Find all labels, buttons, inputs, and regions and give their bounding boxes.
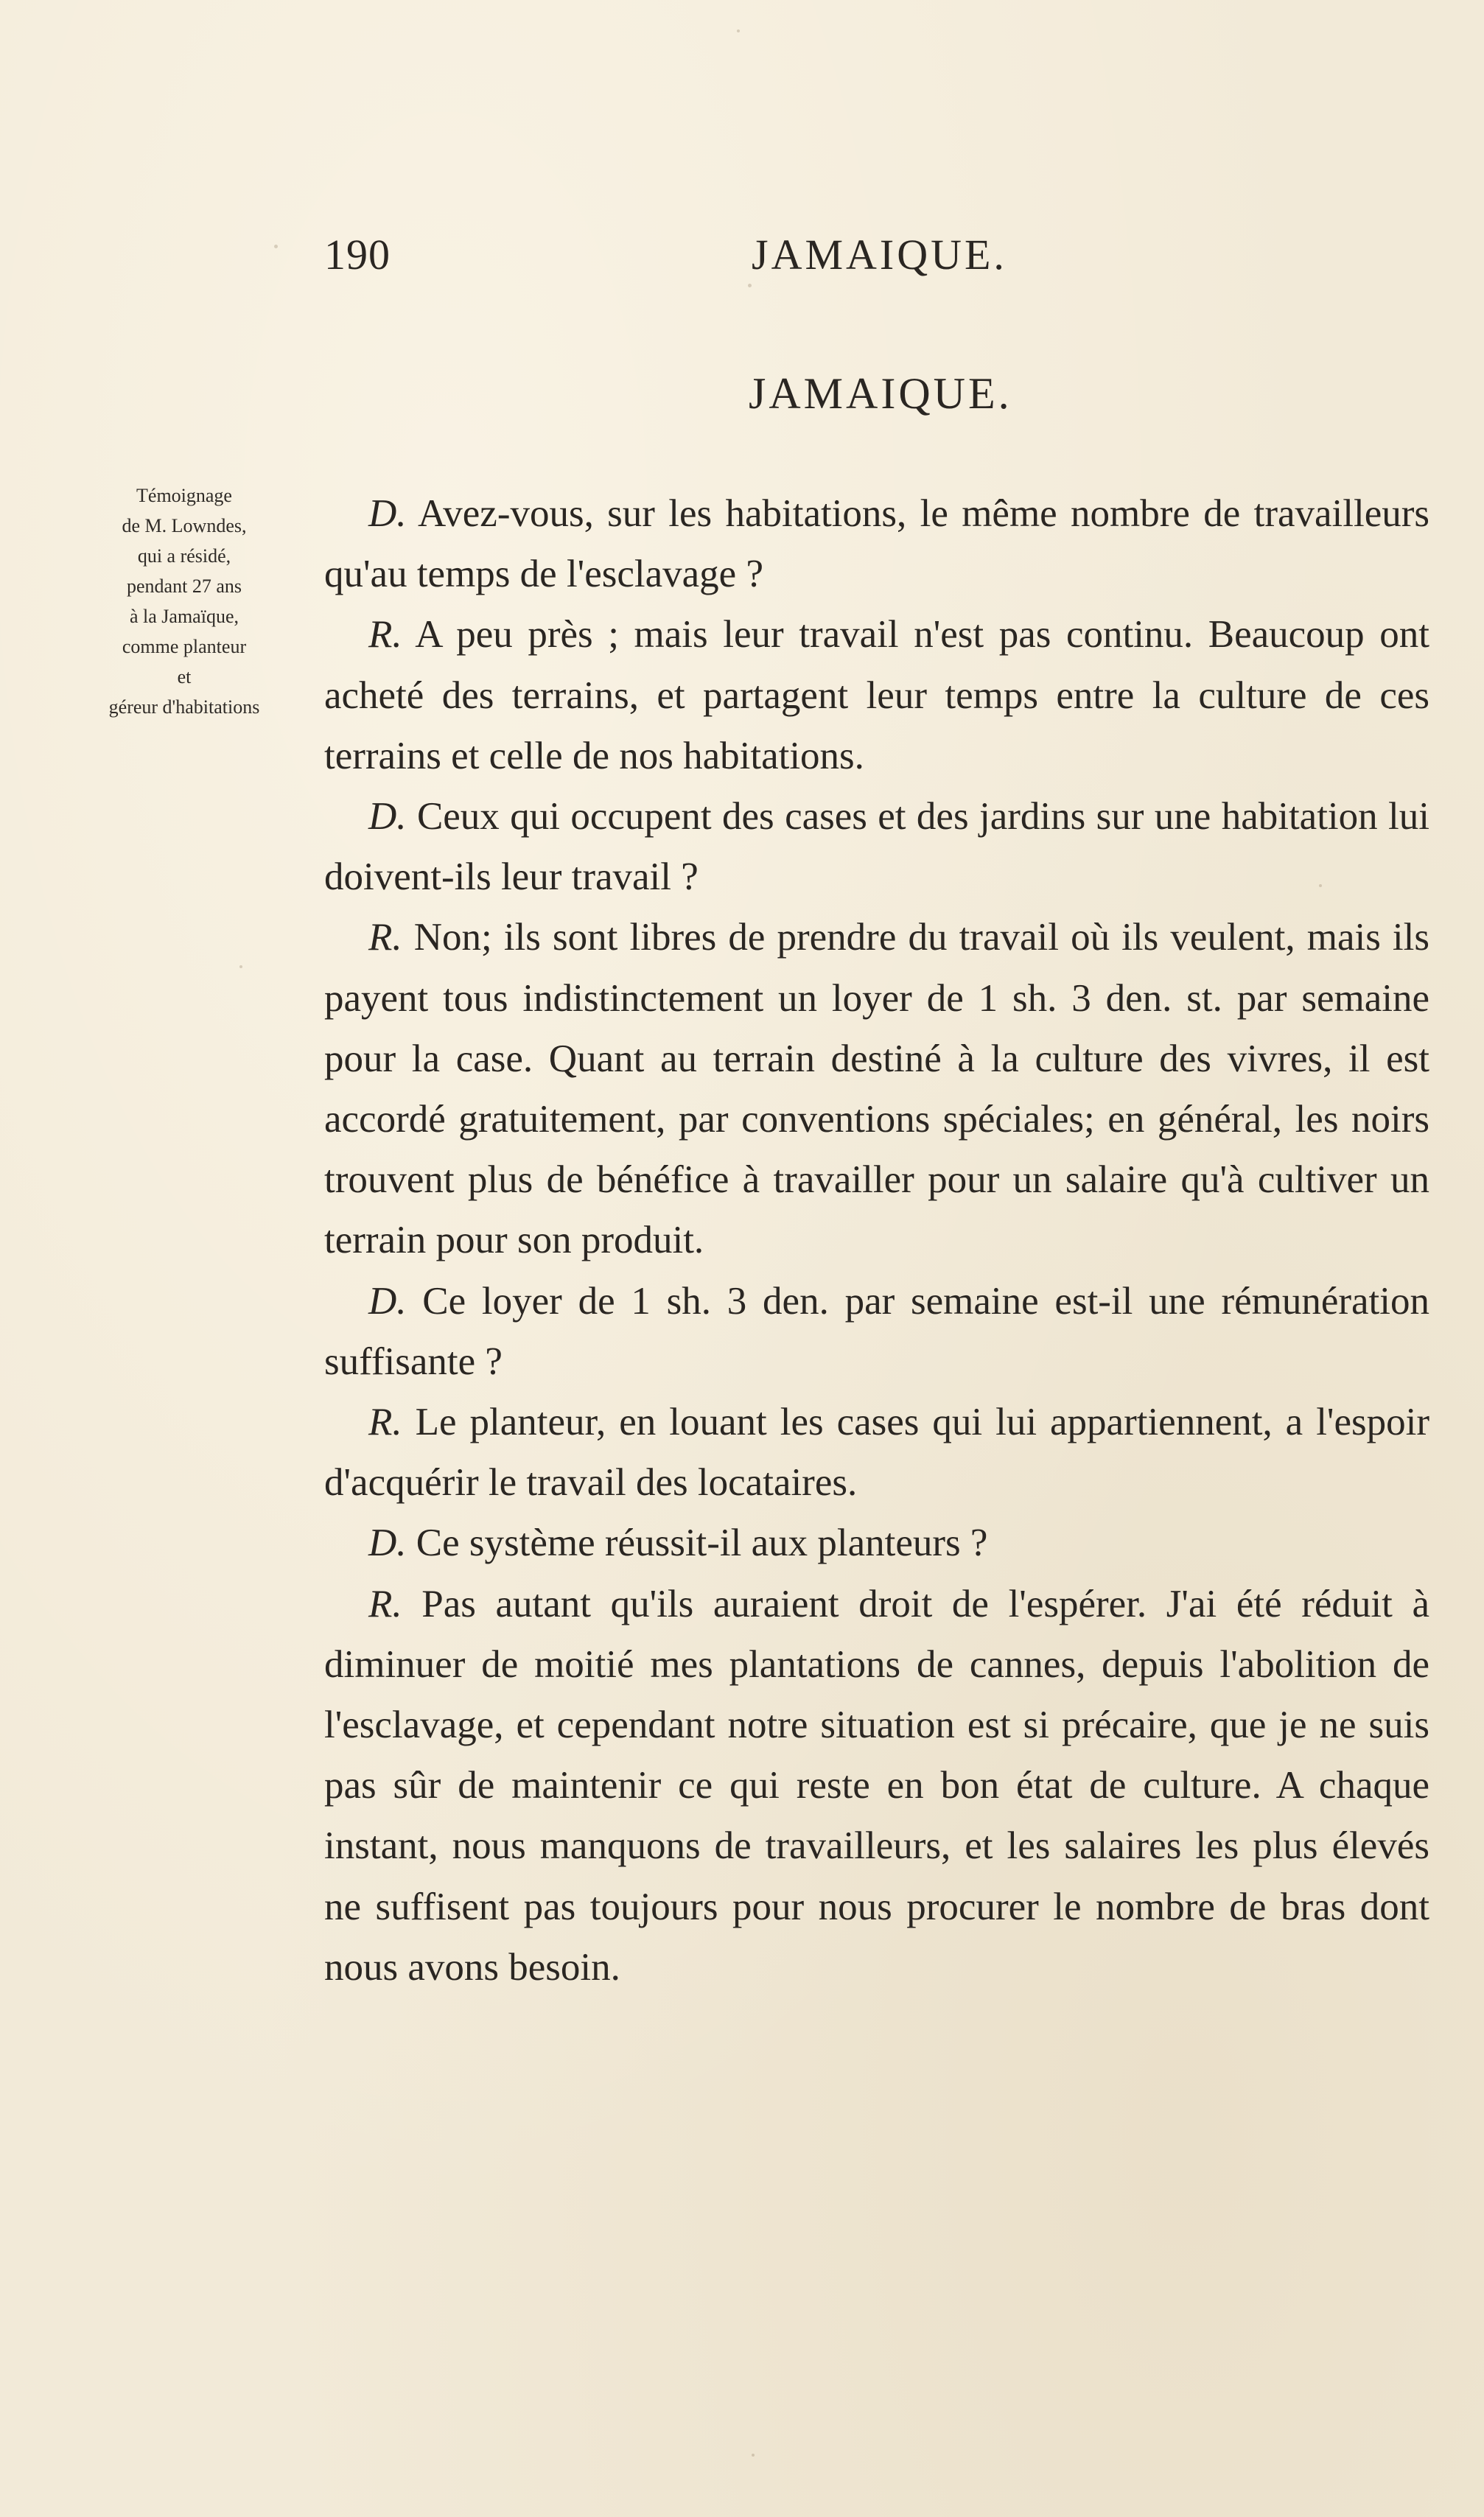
margin-note-line: et	[177, 666, 192, 687]
paragraph-text: Le planteur, en louant les cases qui lui appartiennent, a l'espoir d'acquérir le travail des locataires.	[324, 1401, 1429, 1505]
speaker-label: R.	[368, 1582, 402, 1625]
paragraph-text: Ce système réussit-il aux planteurs ?	[416, 1522, 988, 1565]
paragraph-text: Avez-vous, sur les habitations, le même nombre de travailleurs qu'au temps de l'esclavage ?	[324, 492, 1430, 596]
margin-note-line: à la Jamaïque,	[130, 606, 239, 627]
section-title: JAMAIQUE.	[749, 369, 1012, 418]
speaker-label: R.	[368, 916, 402, 959]
margin-note-line: qui a résidé,	[137, 545, 231, 567]
margin-note	[74, 480, 295, 722]
speaker-label: D.	[368, 492, 407, 535]
dialogue-paragraph	[324, 907, 1429, 1270]
margin-note-line: de M. Lowndes,	[122, 515, 247, 536]
paragraph-text: Ce loyer de 1 sh. 3 den. par semaine est-il une rémunération suffisante ?	[324, 1279, 1430, 1383]
margin-note-line: géreur d'habitations	[108, 696, 260, 718]
dialogue-paragraph	[324, 483, 1429, 604]
speaker-label: D.	[368, 1522, 407, 1565]
speaker-label: D.	[368, 795, 407, 839]
running-title: JAMAIQUE.	[752, 231, 1007, 279]
dialogue-paragraph	[324, 604, 1429, 786]
body-text	[324, 483, 1429, 1998]
running-head	[324, 230, 1429, 289]
paragraph-text: A peu près ; mais leur travail n'est pas continu. Beaucoup ont acheté des terrains, et partagent leur temps entre la culture de ces terrains et celle de nos habitations.	[324, 613, 1429, 777]
page-number: 190	[324, 231, 391, 279]
dialogue-paragraph	[324, 1574, 1429, 1998]
margin-note-line: Témoignage	[136, 485, 232, 506]
speaker-label: R.	[368, 1401, 402, 1444]
paragraph-text: Pas autant qu'ils auraient droit de l'espérer. J'ai été réduit à diminuer de moitié mes plantations de cannes, depuis l'abolition de l'esclavage, et cependant notre situation est si précaire, que je ne suis pas sûr de maintenir ce qui reste en bon état de culture. A chaque instant, nous manquons de travailleurs, et les salaires les plus élevés ne suffisent pas toujours pour nous procurer le nombre de bras dont nous avons besoin.	[324, 1582, 1430, 1989]
paragraph-text: Ceux qui occupent des cases et des jardins sur une habitation lui doivent-ils leur travail ?	[324, 795, 1430, 899]
dialogue-paragraph	[324, 1271, 1429, 1392]
dialogue-paragraph	[324, 1513, 1429, 1573]
margin-note-line: pendant 27 ans	[127, 575, 242, 597]
speaker-label: R.	[368, 613, 402, 657]
speaker-label: D.	[368, 1279, 407, 1323]
paragraph-text: Non; ils sont libres de prendre du travail où ils veulent, mais ils payent tous indistinctement un loyer de 1 sh. 3 den. st. par semaine pour la case. Quant au terrain destiné à la culture des vivres, il est accordé gratuitement, par conventions spéciales; en général, les noirs trouvent plus de bénéfice à travailler pour un salaire qu'à cultiver un terrain pour son produit.	[324, 916, 1430, 1262]
dialogue-paragraph	[324, 1392, 1429, 1513]
dialogue-paragraph	[324, 786, 1429, 907]
margin-note-line: comme planteur	[122, 636, 247, 657]
